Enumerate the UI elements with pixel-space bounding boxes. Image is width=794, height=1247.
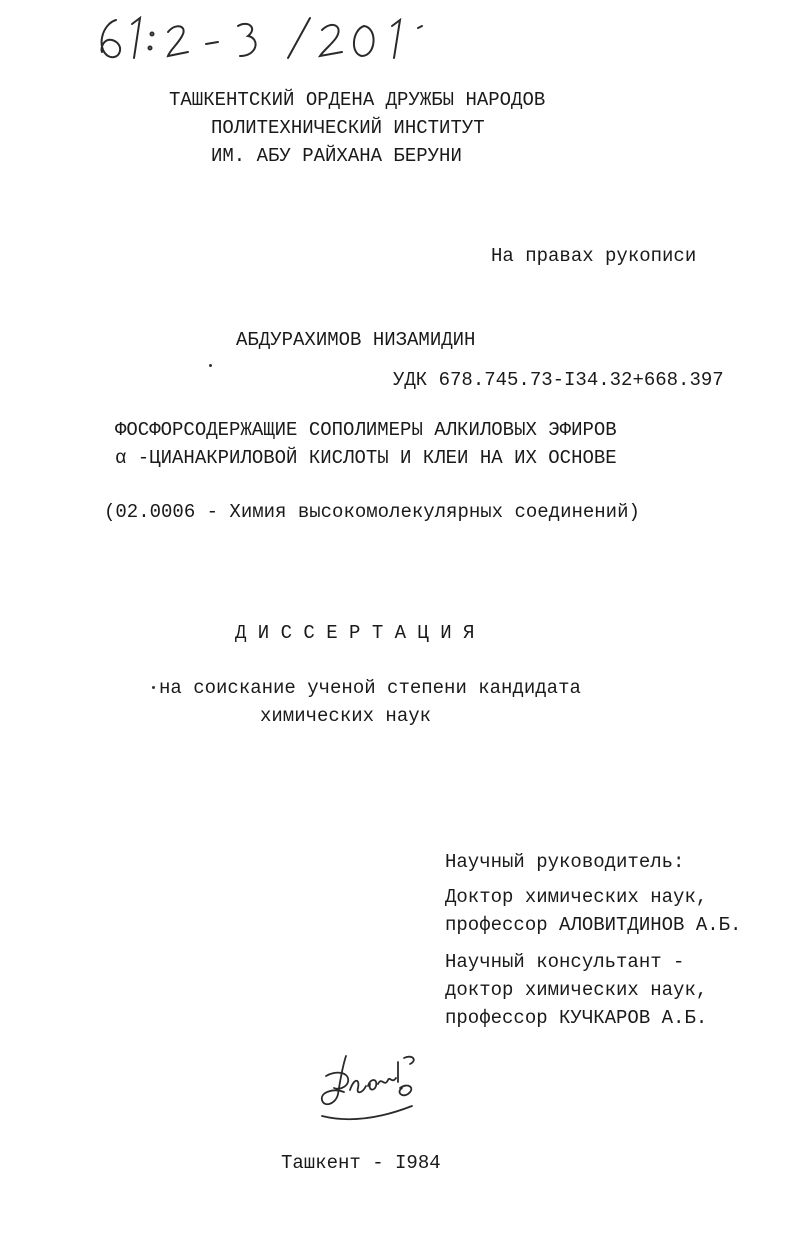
institute-name-line-1: ТАШКЕНТСКИЙ ОРДЕНА ДРУЖБЫ НАРОДОВ xyxy=(169,89,546,111)
handwritten-signature xyxy=(316,1048,426,1128)
consultant-degree: доктор химических наук, xyxy=(445,979,708,1001)
thesis-title-line-2: α -ЦИАНАКРИЛОВОЙ КИСЛОТЫ И КЛЕИ НА ИХ ОСНОВЕ xyxy=(115,447,617,469)
consultant-name: профессор КУЧКАРОВ А.Б. xyxy=(445,1007,708,1029)
institute-name-line-3: ИМ. АБУ РАЙХАНА БЕРУНИ xyxy=(211,145,462,167)
degree-line-1: на соискание ученой степени кандидата xyxy=(159,677,581,699)
udc-code: УДК 678.745.73-I34.32+668.397 xyxy=(393,369,724,391)
stray-mark xyxy=(209,364,212,367)
specialty-code: (02.0006 - Химия высокомолекулярных соединений) xyxy=(104,501,640,523)
supervisor-heading: Научный руководитель: xyxy=(445,851,685,873)
supervisor-degree: Доктор химических наук, xyxy=(445,886,708,908)
supervisor-name: профессор АЛОВИТДИНОВ А.Б. xyxy=(445,914,742,936)
author-name: АБДУРАХИМОВ НИЗАМИДИН xyxy=(236,329,476,351)
degree-line-2: химических наук xyxy=(260,705,432,727)
document-type: Д И С С Е Р Т А Ц И Я xyxy=(235,622,475,644)
place-and-year: Ташкент - I984 xyxy=(281,1152,441,1174)
consultant-heading: Научный консультант - xyxy=(445,951,685,973)
stray-mark xyxy=(152,686,155,689)
institute-name-line-2: ПОЛИТЕХНИЧЕСКИЙ ИНСТИТУТ xyxy=(211,117,485,139)
thesis-title-line-1: ФОСФОРСОДЕРЖАЩИЕ СОПОЛИМЕРЫ АЛКИЛОВЫХ ЭФИРОВ xyxy=(115,419,617,441)
manuscript-rights-note: На правах рукописи xyxy=(491,245,697,267)
handwritten-archive-number xyxy=(88,8,508,68)
